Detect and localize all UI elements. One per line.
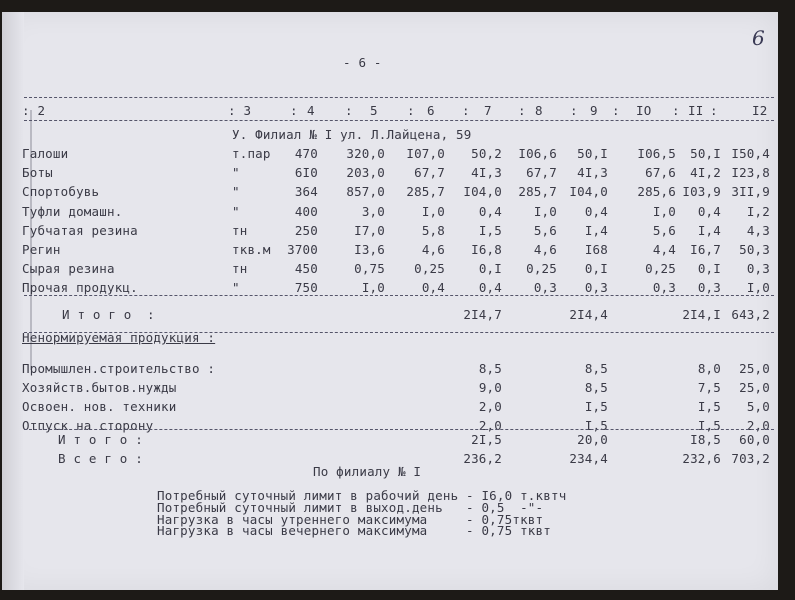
- row-value-c10: I06,5: [637, 146, 676, 161]
- totals-rule: [24, 295, 774, 296]
- row-value-c7: 0,4: [478, 280, 502, 296]
- nonnorm-value-c12: 25,0: [739, 380, 770, 395]
- row-value-c12: I50,4: [731, 146, 770, 161]
- row-value-c8: 67,7: [526, 165, 557, 181]
- row-value-c5: 3,0: [361, 203, 385, 219]
- total-value-c12: 643,2: [731, 307, 770, 322]
- row-value-c10: 285,6: [637, 184, 676, 200]
- nonnorm-value-c9: 8,5: [584, 380, 608, 395]
- total-value-c12: 703,2: [731, 451, 770, 466]
- row-value-c10: 67,6: [645, 165, 676, 181]
- page-number: - 6 -: [343, 55, 382, 70]
- limit-value: - 0,75тквт: [466, 511, 544, 527]
- row-value-c4: 750: [294, 280, 318, 296]
- row-unit: т.пар: [232, 146, 271, 161]
- total-value-c7: 236,2: [463, 451, 502, 466]
- row-value-c11: 0,3: [697, 280, 721, 296]
- row-name: Боты: [22, 165, 53, 181]
- row-value-c6: I07,0: [406, 146, 445, 161]
- handwritten-page-number: 6: [752, 26, 765, 50]
- nonnorm-value-c11: I,5: [697, 399, 721, 414]
- row-value-c10: 4,4: [652, 242, 676, 257]
- nonnorm-value-c11: 8,0: [697, 361, 721, 376]
- nonnorm-value-c7: 2,0: [478, 418, 502, 433]
- column-header: :: [290, 103, 298, 118]
- row-value-c11: I03,9: [682, 184, 721, 200]
- total-value-c7: 2I4,7: [463, 307, 502, 322]
- row-value-c4: 470: [294, 146, 318, 161]
- total-value-c11: 2I4,I: [682, 307, 721, 322]
- row-value-c9: I04,0: [569, 184, 608, 200]
- total-value-c11: I8,5: [690, 432, 721, 447]
- row-value-c12: 0,3: [746, 261, 770, 277]
- row-name: Галоши: [22, 146, 69, 161]
- column-header: : 2: [22, 103, 46, 118]
- nonnorm-name: Промышлен.строительство :: [22, 361, 216, 376]
- row-value-c9: 4I,3: [577, 165, 608, 181]
- row-value-c9: 0,I: [584, 261, 608, 277]
- limit-label: Потребный суточный лимит в рабочий день: [157, 488, 459, 503]
- nonnorm-value-c12: 25,0: [739, 361, 770, 376]
- row-name: Губчатая резина: [22, 222, 138, 238]
- nonnorm-name: Отпуск на сторону: [22, 418, 154, 433]
- row-value-c8: 0,3: [533, 280, 557, 296]
- column-header: 7: [484, 103, 492, 118]
- row-unit: тн: [232, 222, 248, 238]
- column-header: :: [407, 103, 415, 118]
- total-value-c12: 60,0: [739, 432, 770, 447]
- row-name: Туфли домашн.: [22, 203, 123, 219]
- row-value-c4: 400: [294, 203, 318, 219]
- limit-label: Нагрузка в часы утреннего максимума: [157, 511, 428, 527]
- row-value-c7: I04,0: [463, 184, 502, 200]
- row-unit: ": [232, 203, 240, 219]
- binding-edge: [2, 12, 24, 590]
- row-value-c4: 364: [294, 184, 318, 200]
- row-value-c12: 3II,9: [731, 184, 770, 200]
- row-value-c12: 50,3: [739, 242, 770, 257]
- nonnorm-value-c11: 7,5: [697, 380, 721, 395]
- row-value-c5: I7,0: [354, 222, 385, 238]
- row-value-c5: I,0: [361, 280, 385, 296]
- row-value-c4: 450: [294, 261, 318, 277]
- row-value-c7: I,5: [478, 222, 502, 238]
- row-value-c6: 4,6: [421, 242, 445, 257]
- row-value-c7: I6,8: [471, 242, 502, 257]
- row-value-c11: 50,I: [690, 146, 721, 161]
- row-value-c6: 0,25: [414, 261, 445, 277]
- row-value-c9: 50,I: [577, 146, 608, 161]
- total-value-c7: 2I,5: [471, 432, 502, 447]
- branch-subtitle: У. Филиал № I ул. Л.Лайцена, 59: [232, 127, 472, 142]
- row-value-c7: 4I,3: [471, 165, 502, 181]
- limit-label: Потребный суточный лимит в выход.день: [157, 499, 443, 515]
- row-value-c11: I,4: [697, 222, 721, 238]
- row-value-c10: I,0: [652, 203, 676, 219]
- total-value-c9: 2I4,4: [569, 307, 608, 322]
- total-label: В с е г о :: [58, 451, 143, 466]
- column-header: 5: [370, 103, 378, 118]
- row-value-c5: I3,6: [354, 242, 385, 257]
- row-value-c5: 203,0: [346, 165, 385, 181]
- row-value-c10: 0,25: [645, 261, 676, 277]
- column-header: :: [570, 103, 578, 118]
- row-value-c12: I23,8: [731, 165, 770, 181]
- nonnorm-value-c12: 2,0: [746, 418, 770, 433]
- nonnorm-name: Хозяйств.бытов.нужды: [22, 380, 177, 395]
- column-header: 9: [590, 103, 598, 118]
- nonnorm-rule: [24, 429, 774, 430]
- column-header: II: [688, 103, 704, 118]
- row-value-c9: I,4: [584, 222, 608, 238]
- row-value-c9: I68: [584, 242, 608, 257]
- column-header: I2: [752, 103, 768, 118]
- row-value-c6: I,0: [421, 203, 445, 219]
- limit-label: Нагрузка в часы вечернего максимума: [157, 523, 428, 539]
- limit-value: - 0,5 -"-: [466, 499, 544, 515]
- column-header: :: [518, 103, 526, 118]
- row-value-c9: 0,4: [584, 203, 608, 219]
- row-value-c6: 0,4: [421, 280, 445, 296]
- nonnorm-value-c7: 8,5: [478, 361, 502, 376]
- header-top-rule: [24, 97, 774, 98]
- row-value-c7: 0,I: [478, 261, 502, 277]
- row-name: Прочая продукц.: [22, 280, 138, 296]
- row-value-c8: I06,6: [518, 146, 557, 161]
- row-value-c8: 4,6: [533, 242, 557, 257]
- row-value-c8: 5,6: [533, 222, 557, 238]
- row-unit: ": [232, 165, 240, 181]
- row-value-c6: 5,8: [421, 222, 445, 238]
- row-value-c8: 0,25: [526, 261, 557, 277]
- total-value-c9: 234,4: [569, 451, 608, 466]
- row-unit: ": [232, 280, 240, 296]
- row-value-c8: 285,7: [518, 184, 557, 200]
- column-header: 4: [307, 103, 315, 118]
- nonnorm-value-c7: 9,0: [478, 380, 502, 395]
- row-value-c8: I,0: [533, 203, 557, 219]
- row-value-c5: 857,0: [346, 184, 385, 200]
- row-value-c11: I6,7: [690, 242, 721, 257]
- nonnorm-value-c9: I,5: [584, 399, 608, 414]
- column-header: :: [710, 103, 718, 118]
- column-header: :: [612, 103, 620, 118]
- nonnorm-value-c11: I,5: [697, 418, 721, 433]
- nonnorm-name: Освоен. нов. техники: [22, 399, 177, 414]
- column-header: :: [462, 103, 470, 118]
- column-header: :: [672, 103, 680, 118]
- row-name: Сырая резина: [22, 261, 115, 277]
- limit-value: - 0,75 тквт: [466, 523, 551, 539]
- header-bottom-rule: [24, 120, 774, 121]
- column-header: 8: [535, 103, 543, 118]
- row-value-c10: 0,3: [652, 280, 676, 296]
- column-header: : 3: [228, 103, 252, 118]
- row-value-c5: 320,0: [346, 146, 385, 161]
- row-value-c4: 6I0: [294, 165, 318, 181]
- total-label: И т о г о :: [62, 307, 155, 322]
- row-name: Спортобувь: [22, 184, 100, 200]
- row-value-c11: 0,I: [697, 261, 721, 277]
- row-value-c7: 0,4: [478, 203, 502, 219]
- row-value-c11: 0,4: [697, 203, 721, 219]
- row-value-c12: 4,3: [746, 222, 770, 238]
- row-value-c6: 67,7: [414, 165, 445, 181]
- row-value-c11: 4I,2: [690, 165, 721, 181]
- nonnorm-value-c9: I,5: [584, 418, 608, 433]
- total-value-c11: 232,6: [682, 451, 721, 466]
- nonnorm-value-c7: 2,0: [478, 399, 502, 414]
- nonnorm-heading: Ненормируемая продукция :: [22, 330, 216, 345]
- row-value-c5: 0,75: [354, 261, 385, 277]
- column-header: :: [345, 103, 353, 118]
- branch-title: По филиалу № I: [313, 464, 422, 479]
- limit-value: - I6,0 т.квтч: [466, 488, 567, 503]
- column-header: 6: [427, 103, 435, 118]
- row-value-c4: 3700: [287, 242, 318, 257]
- column-header: IO: [636, 103, 652, 118]
- row-name: Регин: [22, 242, 61, 257]
- row-value-c12: I,0: [746, 280, 770, 296]
- row-unit: ткв.м: [232, 242, 271, 257]
- row-value-c6: 285,7: [406, 184, 445, 200]
- nonnorm-value-c9: 8,5: [584, 361, 608, 376]
- nonnorm-value-c12: 5,0: [746, 399, 770, 414]
- row-value-c4: 250: [294, 222, 318, 238]
- row-unit: ": [232, 184, 240, 200]
- row-value-c7: 50,2: [471, 146, 502, 161]
- row-unit: тн: [232, 261, 248, 277]
- total-label: И т о г о :: [58, 432, 143, 447]
- total-value-c9: 20,0: [577, 432, 608, 447]
- row-value-c10: 5,6: [652, 222, 676, 238]
- row-value-c9: 0,3: [584, 280, 608, 296]
- row-value-c12: I,2: [746, 203, 770, 219]
